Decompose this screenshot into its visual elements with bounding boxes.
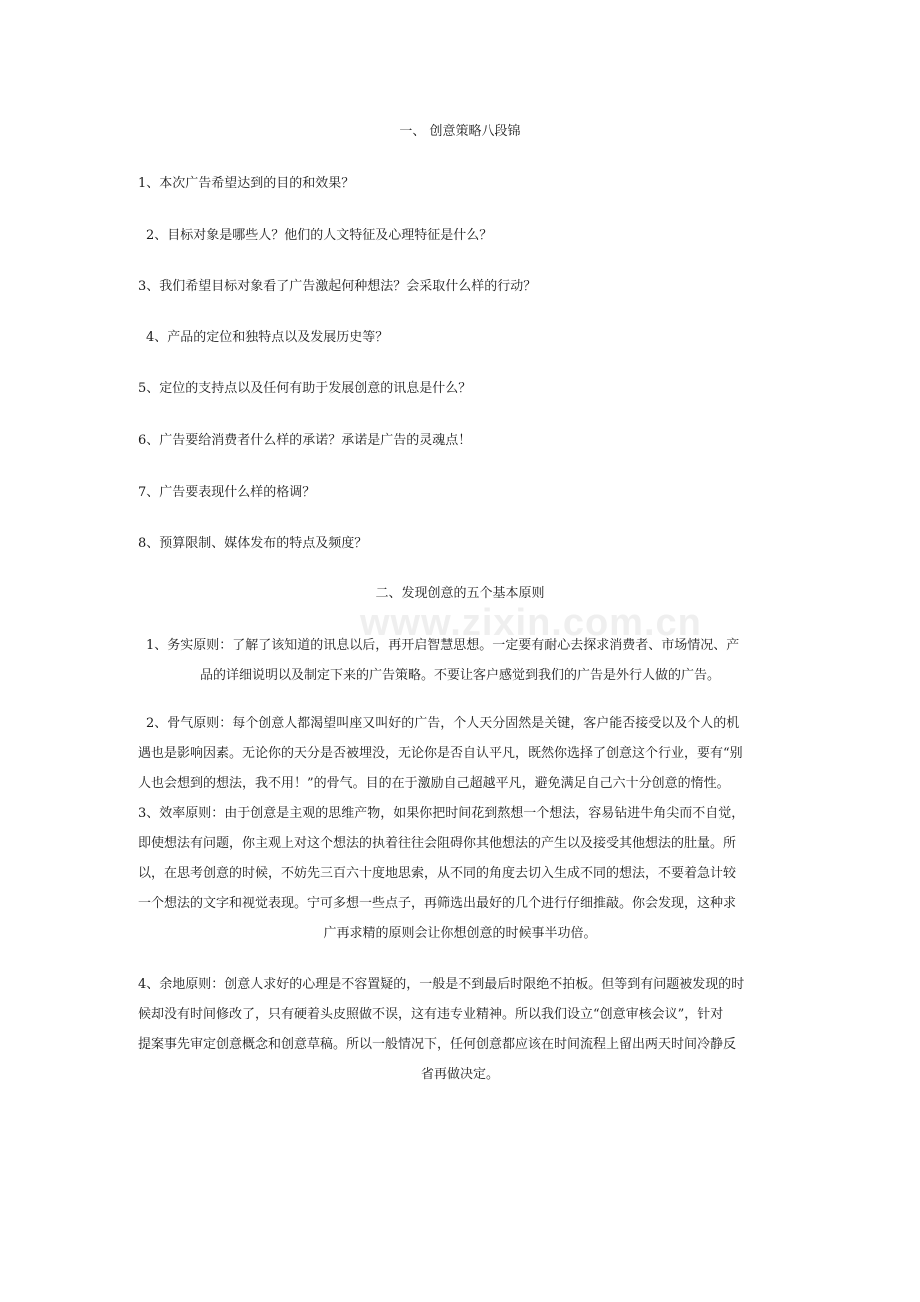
question-3: 3、我们希望目标对象看了广告激起何种想法？会采取什么样的行动？ (138, 279, 537, 294)
principle-2-paragraph (138, 709, 782, 799)
question-7: 7、广告要表现什么样的格调？ (138, 485, 316, 500)
section-heading-1: 一、 创意策略八段锦 (399, 124, 521, 139)
question-1: 1、本次广告希望达到的目的和效果？ (138, 176, 355, 191)
principle-4-paragraph (138, 970, 782, 1090)
principle-2-line: 人也会想到的想法，我不用！”的骨气。目的在于激励自己超越平凡，避免满足自己六十分创意的惰性。 (138, 776, 730, 791)
principle-4-line: 省再做决定。 (420, 1067, 499, 1082)
watermark-text: www.zixin.com.cn (360, 602, 702, 644)
question-6: 6、广告要给消费者什么样的承诺？承诺是广告的灵魂点！ (138, 433, 472, 448)
question-5: 5、定位的支持点以及任何有助于发展创意的讯息是什么？ (138, 381, 472, 396)
principle-1-line: 1、务实原则：了解了该知道的讯息以后，再开启智慧思想。一定要有耐心去探求消费者、市场情况、产 (146, 638, 740, 653)
principle-3-line: 3、效率原则：由于创意是主观的思维产物，如果你把时间花到熬想一个想法，容易钻进牛角尖而不自觉， (138, 806, 745, 821)
principle-3-paragraph (138, 799, 782, 949)
principle-3-line: 以，在思考创意的时候，不妨先三百六十度地思索，从不同的角度去切入生成不同的想法，不要着急计较 (138, 866, 737, 881)
question-4: 4、产品的定位和独特点以及发展历史等？ (146, 330, 389, 345)
principle-4-line: 候却没有时间修改了，只有硬着头皮照做不误，这有违专业精神。所以我们设立“创意审核会议”，针对 (138, 1007, 724, 1022)
principle-4-line: 4、余地原则：创意人求好的心理是不容置疑的，一般是不到最后时限绝不拍板。但等到有问题被发现的时 (138, 977, 745, 992)
principle-3-line: 一个想法的文字和视觉表现。宁可多想一些点子，再筛选出最好的几个进行仔细推敲。你会发现，这种求 (138, 896, 737, 911)
principle-2-line: 遇也是影响因素。无论你的天分是否被埋没，无论你是否自认平凡，既然你选择了创意这个行业，要有“别 (138, 746, 743, 761)
principle-3-line: 即使想法有问题，你主观上对这个想法的执着往往会阻碍你其他想法的产生以及接受其他想法的肚量。所 (138, 836, 737, 851)
principle-1-paragraph (138, 631, 782, 691)
principle-3-line: 广再求精的原则会让你想创意的时候事半功倍。 (323, 926, 597, 941)
principle-2-line: 2、骨气原则：每个创意人都渴望叫座又叫好的广告，个人天分固然是关键，客户能否接受以及个人的机 (146, 716, 740, 731)
principle-1-line: 品的详细说明以及制定下来的广告策略。不要让客户感觉到我们的广告是外行人做的广告。 (199, 668, 720, 683)
principle-4-line: 提案事先审定创意概念和创意草稿。所以一般情况下，任何创意都应该在时间流程上留出两天时间冷静反 (138, 1037, 737, 1052)
section-heading-2: 二、发现创意的五个基本原则 (375, 586, 545, 601)
question-8: 8、预算限制、媒体发布的特点及频度？ (138, 536, 368, 551)
question-2: 2、目标对象是哪些人？他们的人文特征及心理特征是什么？ (146, 228, 493, 243)
